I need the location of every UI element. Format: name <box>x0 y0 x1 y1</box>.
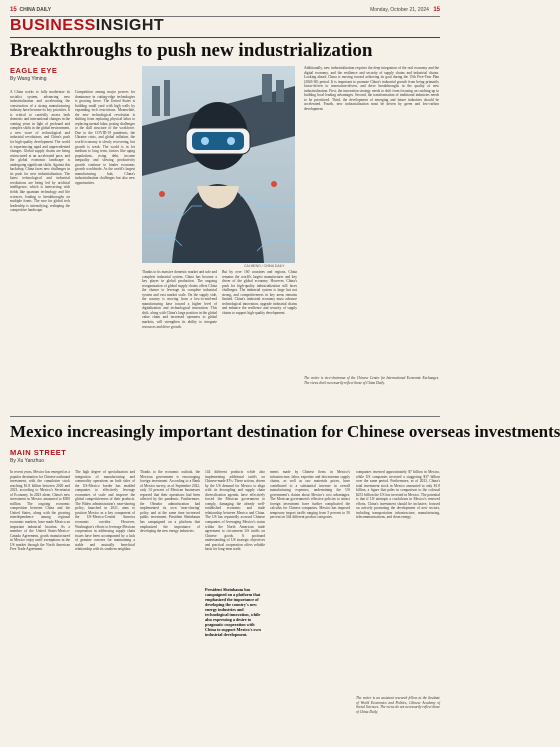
story2-pullquote: President Sheinbaum has campaigned on a platform that emphasized the importance of developing the country's new energy industries and technological innovation, while also expressing a desire to pragmatic cooperation with China to support Mexico's own industrial development. <box>205 587 261 637</box>
story2-col5-body: ments made by Chinese firms in Mexico's infrastructure, labor, expertise and downstream supply chains, as well as raw materials prices, have contributed to a substantial increase in overall manufacturing expenses, undermining the US government's claims about Mexico's cost advantages. The Mexican government's effective policies to attract foreign investment have further complicated the calculus for Chinese companies. Mexico has imposed temporary import tariffs ranging from 5 percent to 50 percent on 544 different product categories. <box>270 470 350 520</box>
story1-footnote <box>304 376 439 410</box>
story2-col4-body: 144 different products while also implementing additional tariffs on Chinese-made EVs. These actions, driven by the US demand for Mexico to align with its decoupling and supply chain diversification agenda, have effectively forced the Mexican government to comply, damaging the already well-established economic and trade relationship between Mexico and China. The US has repeatedly accused Chinese companies of leveraging Mexico's status within the North American trade agreement to circumvent US tariffs on Chinese goods. A profound understanding of US strategic objectives and practical cooperation offers reliable basis for long-term trade. <box>205 470 266 552</box>
story-divider <box>10 416 440 417</box>
story1-headline: Breakthroughs to push new industrialization <box>10 40 373 61</box>
story2-byline: By Xu Yanzhuo <box>10 458 45 464</box>
story2-col3-body: Thanks to the economic outlook, the Mexican government is encouraging foreign investment. According to a Bank of Mexico survey, as of September 2022, only 14 percent of Mexican businesses reported that their operations had been affected by the pandemic. Furthermore, the Obrador administration had implemented its own 'near-shoring' policy and at the same time increased public investment. President Sheinbaum has campaigned on a platform that emphasized the importance of developing the new energy industries. <box>140 470 200 534</box>
story2-text-col2 <box>75 470 135 740</box>
story2-text-col4a <box>205 470 265 580</box>
story1-text-col5 <box>304 66 439 366</box>
section-sub: INSIGHT <box>95 17 165 34</box>
edition-date: Monday, October 21, 2024 <box>370 7 429 13</box>
china-daily-logo: CHINA DAILY <box>19 7 52 13</box>
story2-text-col5 <box>270 470 350 740</box>
story1-text-col4 <box>222 270 297 410</box>
story1-col4-body: But by over 160 countries and regions, China remains the world's largest manufacturer and key driver of the global economy. However, China's push for high-quality industrialization still faces challenges. The industrial system is large but not strong, and competitiveness in key areas remains limited. China's industrial economy must advance technological innovation, upgrade industrial chains and enhance the resilience and security of supply chains to support high-quality development. <box>222 270 297 315</box>
section-divider <box>10 37 440 38</box>
story2-text-col6 <box>356 470 440 690</box>
story1-illustration <box>142 66 295 263</box>
story2-text-col3 <box>140 470 200 740</box>
masthead <box>10 5 440 15</box>
story2-column-header <box>10 448 130 464</box>
story2-col2-body: The high degree of specialization and integration of manufacturing and commodity operations on both sides of the US-Mexico border has enabled companies to effectively leverage economies of scale and improve the global competitiveness of their products. The Biden administration's near-shoring policy, launched in 2021, aims to position Mexico as a key component of the US-Mexico-Central America economic corridor. However, Washington's efforts to leverage Mexican cooperation in addressing supply chain issues have been accompanied by a lack of genuine concern for maintaining a stable and mutually beneficial relationship with its southern neighbor. <box>75 470 135 552</box>
photo-caption: CAI MENG / CHINA DAILY <box>244 264 285 268</box>
story1-column-header <box>10 66 130 82</box>
story1-col3-body: Thanks to its massive domestic market and sole and complete industrial system, China has become a key player in global production. The ongoing reorganization of global supply chains offers China the chance to leverage its complete industrial system and vast market scale. On the supply side, the country is moving from a low-to-mid-end manufacturing base toward a higher level of digitalization and technological innovation. This shift, along with China's large position in the global value chain and increased openness to global markets, will strengthen its ability to integrate resources and drive growth. <box>142 270 217 329</box>
section-name: BUSINESS <box>10 17 96 34</box>
story2-col6-body: companies invested approximately $7 billion in Mexico, while US companies invested a staggering $37 billion over the same period. Furthermore, as of 2023, China's total investment stock in Mexico amounted to only $1.8 billion, a figure that pales in comparison to the colossal $251 billion the US has invested in Mexico. The potential is that if US attempts a crackdown in Mexico's renewed efforts, China's investment should be inclusive, focused on actively promoting the development of new sectors, including transportation infrastructure, manufacturing, telecommunications, and clean energy. <box>356 470 440 520</box>
story1-col2-body: Competition among major powers for dominance in cutting-edge technologies is growing fierce. The United States is building small yard with high walls by expanding tech restrictions. Meanwhile, the new technological revolution is shifting from replacing physical labor to replacing mental labor, posing challenges to the skill structure of the workforce. Due to the COVID-19 pandemic, the Ukraine crisis, and global inflation, the world economy is slowly recovering, but growth is weak. The world is in for medium to long term, factors like aging populations, rising debt, income inequality and slowing productivity growth continue to hinder economic growth worldwide. As the world's largest manufacturing hub, China's industrialization challenges but also new opportunities. <box>75 90 135 185</box>
page-number-right: 15 <box>433 7 440 13</box>
section-title <box>10 17 164 35</box>
story2-column-title: MAIN STREET <box>10 448 67 457</box>
story2-footnote <box>356 696 440 740</box>
column-title: EAGLE EYE <box>10 66 58 75</box>
story1-text-col1 <box>10 90 70 410</box>
byline: By Wang Yiming <box>10 76 47 82</box>
story1-text-col3 <box>142 270 217 410</box>
story1-text-col2 <box>75 90 135 410</box>
story1-col5-body: Additionally, new industrialization requires the deep integration of the real economy and the digital economy, and the resilience and security of supply chains and industrial chains. Looking ahead, China is moving toward achieving its goal during the 15th Five-Year Plan (2026-30) period. It is important to promote China's industrial growth from being primarily factor-driven to innovation-driven, and drive breakthroughs in the quality of new industrialization. First, the innovation strategy needs to shift from focusing on catching up to building local leading advantages. Second, the transformation of traditional industries needs to be prioritized. Third, the development of emerging and future industries should be accelerated. Fourth, new industrialization must be driven by green and low-carbon development. <box>304 66 439 111</box>
story2-footnote-text: The writer is an assistant research fellow at the Institute of World Economics and Politics, Chinese Academy of Social Sciences. The views do not necessarily reflect those of China Daily. <box>356 696 440 714</box>
story2-text-col1 <box>10 470 70 740</box>
story1-col1-body: A China works to fully modernize its socialist system, advancing new industrialization and accelerating the construction of a strong manufacturing industry have become its key priorities. It is critical to carefully assess both domestic and international changes in the coming years in light of profound and complex shifts in the global environment, a new wave of technological and industrial revolutions, and China's push for high-quality development. The world is experiencing rapid and unprecedented changes. Global supply chains are being restructured at an accelerated pace, and the global economic landscape is undergoing significant shifts. Against this backdrop, China faces new challenges in its push for new industrialization. The latest technological and industrial revolutions are being led by artificial intelligence, which is intersecting with fields like quantum technology and life sciences, leading to breakthroughs on multiple fronts. The race for global tech leadership is intensifying, reshaping the competitive landscape. <box>10 90 70 213</box>
page-number: 15 <box>10 7 17 13</box>
vr-headset-illustration <box>142 66 295 263</box>
story1-footnote-text: The writer is vice-chairman of the Chinese Center for International Economic Exchanges. The views don't necessarily reflect those of China Daily. <box>304 376 439 385</box>
story2-headline: Mexico increasingly important destination for Chinese overseas investments <box>10 422 560 441</box>
story2-col1-body: In recent years, Mexico has emerged as a popular destination for Chinese outbound investment, with the cumulative stock reaching $1.8 billion between 2020 and 2023, according to Mexico's Secretariat of Economy. In 2023 alone, China's new investment in Mexico amounted to $300 million. The ongoing economic competition between China and the United States, along with the growing interdependence among regional economic markets, have made Mexico an important industrial location. As a member of the United States-Mexico-Canada Agreement, goods manufactured in Mexico enjoy tariff exemptions in the US market through the North American Free Trade Agreement. <box>10 470 70 552</box>
